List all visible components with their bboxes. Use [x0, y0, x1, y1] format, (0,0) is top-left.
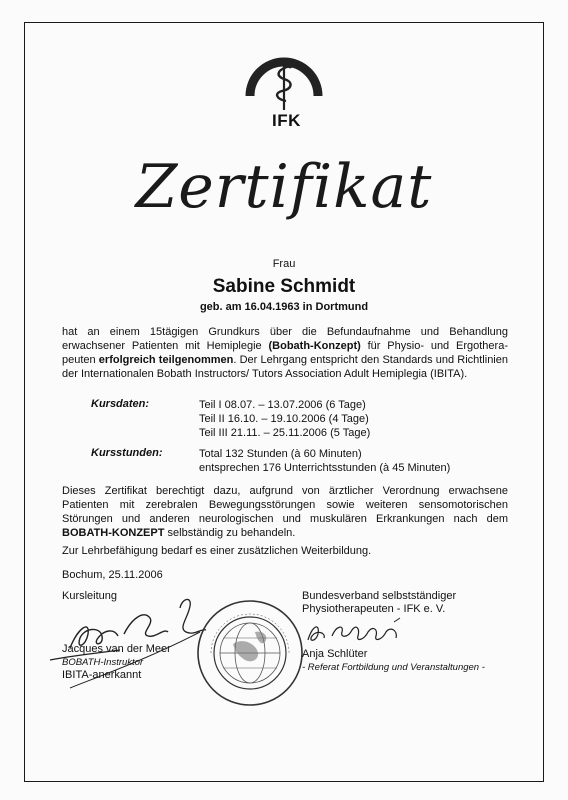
left-signatory-heading: Kursleitung: [62, 590, 118, 602]
recipient-name: Sabine Schmidt: [212, 276, 356, 297]
right-org-line2: Physiotherapeuten - IFK e. V.: [302, 603, 446, 615]
course-hours-item: Total 132 Stunden (à 60 Minuten): [199, 448, 362, 460]
course-dates-list: [199, 398, 370, 440]
left-signature-icon: [40, 588, 210, 698]
right-signatory-role: - Referat Fortbildung und Veranstaltungen -: [302, 662, 485, 673]
course-hours-item: entsprechen 176 Unterrichtsstunden (à 45 Minuten): [199, 462, 451, 474]
course-date-item: Teil III 21.11. – 25.11.2006 (5 Tage): [199, 427, 371, 439]
birth-info: geb. am 16.04.1963 in Dortmund: [199, 301, 369, 313]
left-signatory-name: Jacques van der Meer: [62, 643, 171, 655]
salutation: Frau: [272, 258, 296, 270]
logo-text: IFK: [272, 111, 301, 130]
right-signature-icon: [302, 616, 422, 648]
left-signatory-role: BOBATH-Instruktor: [62, 657, 144, 668]
certificate-title: Zertifikat: [135, 152, 433, 222]
course-date-item: Teil I 08.07. – 13.07.2006 (6 Tage): [199, 399, 366, 411]
place-date: Bochum, 25.11.2006: [62, 569, 163, 581]
course-dates-label: Kursdaten:: [91, 398, 150, 410]
course-hours-label: Kursstunden:: [91, 447, 163, 459]
right-org-line1: Bundesverband selbstständiger: [302, 590, 457, 602]
left-signatory-extra: IBITA-anerkannt: [62, 669, 142, 681]
course-date-item: Teil II 16.10. – 19.10.2006 (4 Tage): [199, 413, 369, 425]
course-hours-list: [199, 447, 450, 475]
intro-paragraph: hat an einem 15tägigen Grundkurs über die Befundaufnahme und Behandlung erwachsener Patienten mit Hemiplegie (Bobath-Konzept) für Physio- und Ergothera-peuten erfolgreich teilgenommen. Der Lehrgang entspricht den Standards und Richtlinien der Internationalen Bobath Instructors/ Tutors Association Adult Hemiplegia (IBITA).: [62, 326, 508, 380]
right-signatory-name: Anja Schlüter: [302, 648, 368, 660]
authorization-paragraph: Dieses Zertifikat berechtigt dazu, aufgrund von ärztlicher Verordnung erwachsene Patienten mit zerebralen Bewegungsstörungen sowie weiteren sensomotorischen Störungen und anderen neurologischen und muskulären Erkrankungen nach dem BOBATH-KONZEPT selbständig zu behandeln.: [62, 485, 508, 539]
ibita-seal-icon: [195, 598, 305, 708]
teaching-note: Zur Lehrbefähigung bedarf es einer zusätzlichen Weiterbildung.: [62, 545, 372, 557]
